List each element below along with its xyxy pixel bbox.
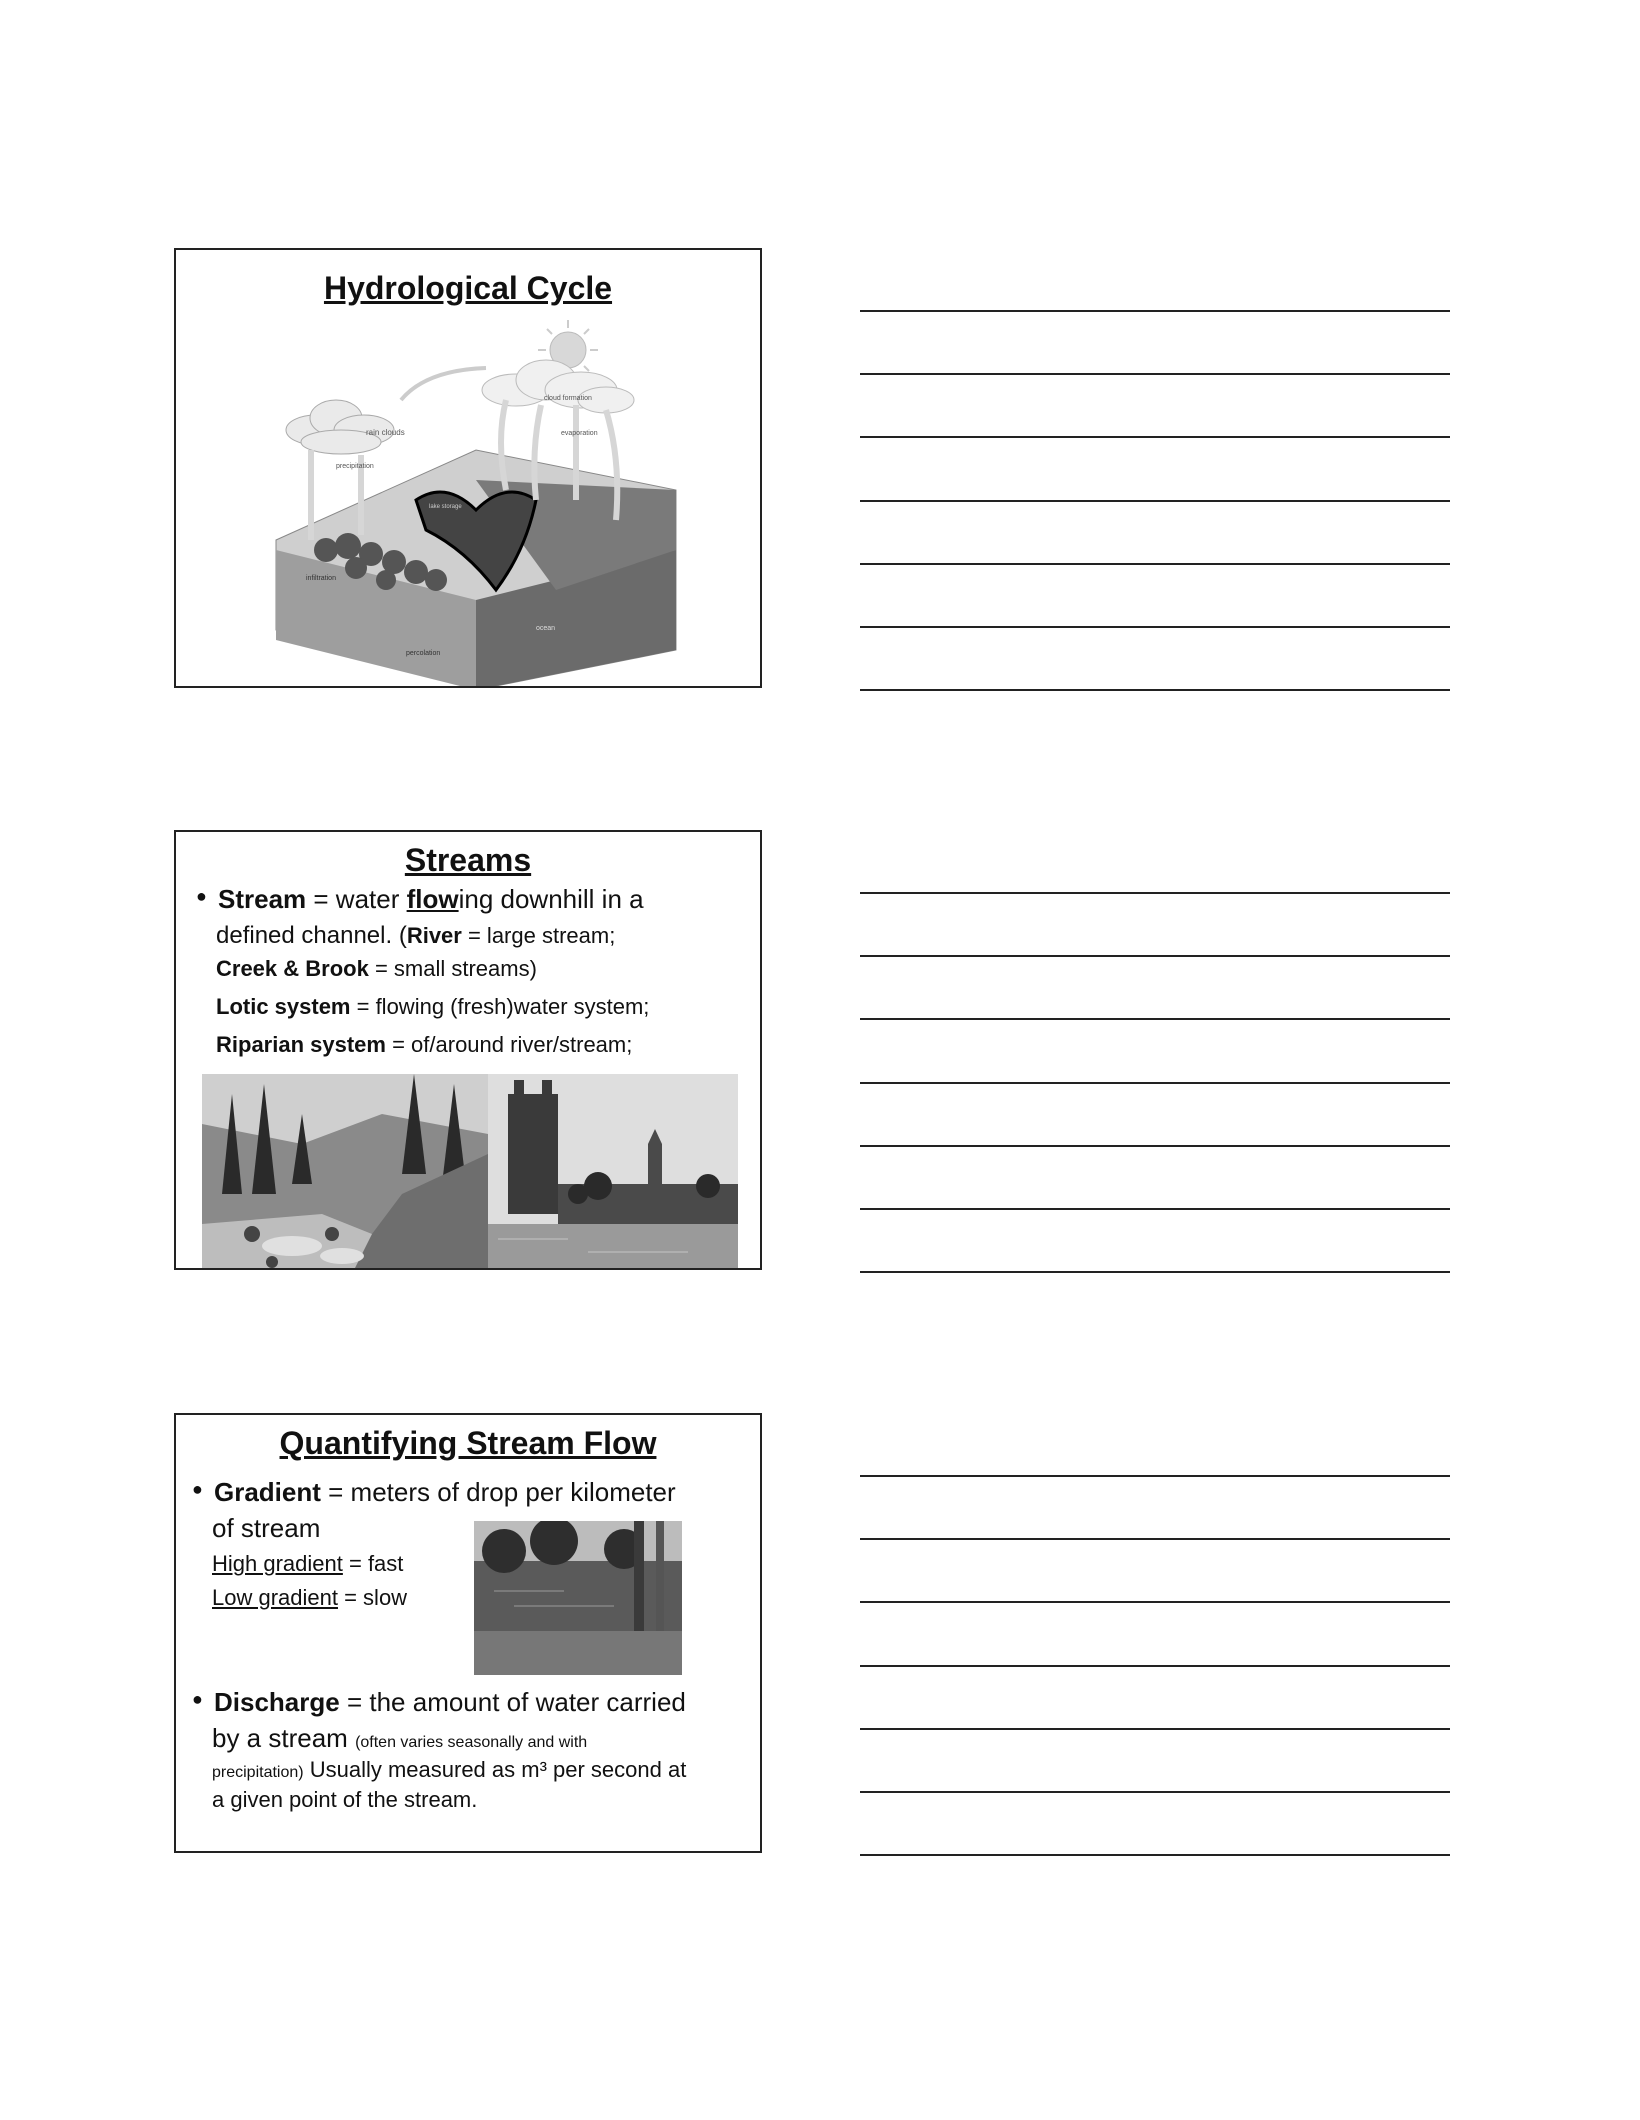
text: = flowing (fresh)water system; (350, 994, 650, 1019)
note-line[interactable] (860, 1791, 1450, 1793)
note-line[interactable] (860, 1018, 1450, 1020)
text: = of/around river/stream; (385, 1032, 633, 1057)
note-line[interactable] (860, 1601, 1450, 1603)
text: defined channel. ( (216, 922, 407, 949)
slide-streams (174, 830, 762, 1270)
term-riparian-system: Riparian system (216, 1032, 386, 1057)
note-line[interactable] (860, 1271, 1450, 1273)
label-low-gradient: Low gradient (212, 1585, 338, 1610)
svg-text:precipitation: precipitation (336, 463, 374, 470)
term-lotic-system: Lotic system (216, 994, 351, 1019)
note-line[interactable] (860, 1728, 1450, 1730)
line-creek-brook (216, 956, 537, 982)
note-line[interactable] (860, 1145, 1450, 1147)
note-line[interactable] (860, 500, 1450, 502)
svg-text:lake storage: lake storage (429, 504, 462, 510)
text: = large stream; (461, 923, 616, 948)
note-line[interactable] (860, 373, 1450, 375)
note-line[interactable] (860, 1854, 1450, 1856)
svg-text:evaporation: evaporation (561, 430, 598, 437)
slide-quantifying-stream-flow (174, 1413, 762, 1853)
note-line[interactable] (860, 1082, 1450, 1084)
note-line[interactable] (860, 689, 1450, 691)
bullet-stream (218, 884, 644, 915)
svg-text:rain clouds: rain clouds (366, 428, 405, 437)
slide-title: Streams (404, 842, 532, 878)
parliament-thames-photo (488, 1074, 738, 1270)
line-defined-channel (216, 922, 615, 950)
text: = slow (337, 1585, 408, 1610)
slide-hydrological-cycle (174, 248, 762, 688)
text: = fast (342, 1551, 404, 1576)
slide-title: Quantifying Stream Flow (279, 1425, 657, 1461)
note-line[interactable] (860, 1538, 1450, 1540)
term-stream: Stream (218, 884, 307, 914)
text: = the amount of water carried (339, 1687, 686, 1717)
term-discharge: Discharge (214, 1687, 340, 1717)
text: = small streams) (368, 956, 537, 981)
line-high-gradient (212, 1551, 403, 1577)
text: = meters of drop per kilometer (320, 1477, 676, 1507)
label-high-gradient: High gradient (212, 1551, 343, 1576)
svg-text:cloud formation: cloud formation (544, 395, 592, 402)
text: = water (306, 884, 407, 914)
svg-text:percolation: percolation (406, 650, 441, 657)
text: by a stream (212, 1723, 356, 1753)
term-river: River (406, 923, 462, 948)
line-lotic (216, 994, 649, 1020)
note-line[interactable] (860, 892, 1450, 894)
svg-text:ocean: ocean (536, 625, 556, 632)
note-seasonal: (often varies seasonally and with (355, 1734, 588, 1751)
note-line[interactable] (860, 1475, 1450, 1477)
line-given-point: a given point of the stream. (212, 1787, 478, 1812)
term-gradient: Gradient (214, 1477, 321, 1507)
slide-title: Hydrological Cycle (323, 270, 613, 306)
hydrological-cycle-diagram (176, 250, 762, 688)
key-flow: flow (406, 884, 459, 914)
text: Usually measured as m³ per second at (303, 1757, 687, 1782)
note-line[interactable] (860, 1665, 1450, 1667)
woodland-stream-photo (474, 1521, 682, 1675)
note-line[interactable] (860, 563, 1450, 565)
line-of-stream: of stream (212, 1513, 321, 1543)
line-measured (212, 1757, 686, 1783)
bullet-discharge (214, 1687, 686, 1718)
note-precipitation: precipitation) (212, 1764, 304, 1781)
note-line[interactable] (860, 626, 1450, 628)
mountain-stream-photo (202, 1074, 488, 1270)
text: ing downhill in a (458, 884, 644, 914)
svg-text:infiltration: infiltration (306, 575, 336, 582)
line-riparian (216, 1032, 632, 1058)
note-line[interactable] (860, 436, 1450, 438)
line-by-a-stream (212, 1723, 587, 1754)
line-low-gradient (212, 1585, 407, 1611)
note-line[interactable] (860, 1208, 1450, 1210)
bullet-gradient (214, 1477, 676, 1508)
term-creek-brook: Creek & Brook (216, 956, 369, 981)
note-line[interactable] (860, 955, 1450, 957)
note-line[interactable] (860, 310, 1450, 312)
rain-clouds (286, 400, 394, 454)
